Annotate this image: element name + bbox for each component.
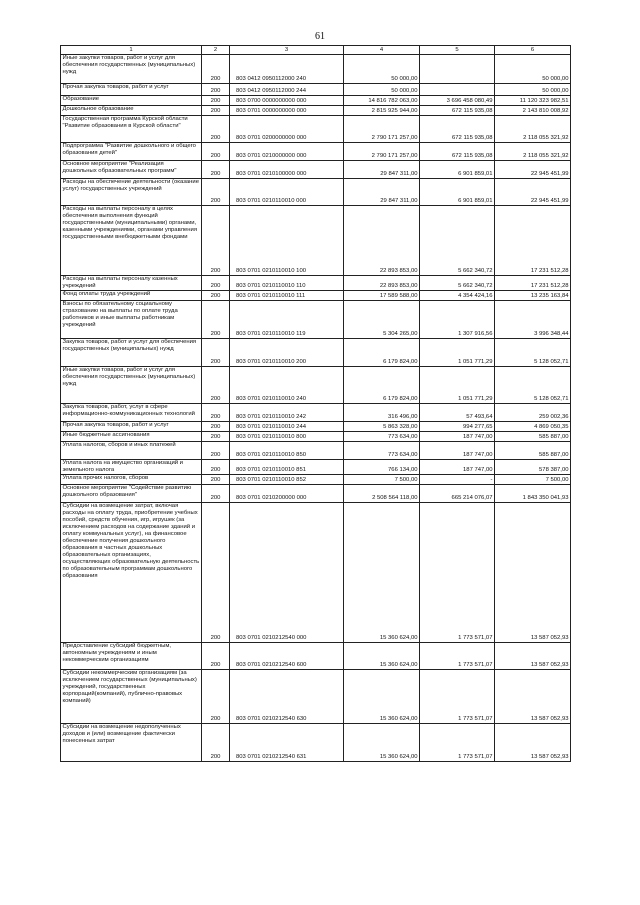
row-cell-c4: 15 360 624,00 [344,503,420,643]
row-cell-c5 [420,84,495,96]
row-cell-c6: 7 500,00 [495,475,571,485]
row-description: Фонд оплаты труда учреждений [61,291,202,301]
row-description: Субсидии на возмещение затрат, включая расходы на оплату труда, приобретение учебных пособий, средств обучения, игр, игрушек (за исключением расходов на содержание зданий и оплату коммунальных услуг), на финансовое обеспечение получения дошкольного образования в частных дошкольных образовательных организациях, осуществляющих образовательную деятельность по образовательным программам дошкольного образования [61,503,202,643]
row-cell-c6: 3 996 348,44 [495,301,571,339]
table-row [61,276,571,291]
row-cell-c5: 1 773 571,07 [420,503,495,643]
row-cell-c4: 22 893 853,00 [344,276,420,291]
row-cell-c6: 50 000,00 [495,84,571,96]
budget-code-cell: 803 0701 0210212540 630 [230,670,344,724]
table-row [61,404,571,422]
table-row [61,460,571,475]
budget-code-cell: 803 0412 0950112000 244 [230,84,344,96]
table-row [61,475,571,485]
column-header: 2 [202,46,230,55]
budget-code-cell: 803 0412 0950112000 240 [230,55,344,84]
row-cell-c6: 585 887,00 [495,442,571,460]
row-cell-c2: 200 [202,724,230,762]
row-cell-c4: 29 847 311,00 [344,179,420,206]
row-cell-c2: 200 [202,276,230,291]
budget-code-cell: 803 0701 0000000000 000 [230,106,344,116]
table-row [61,670,571,724]
row-description: Государственная программа Курской области "Развитие образования в Курской области" [61,116,202,143]
table-row [61,161,571,179]
row-description: Уплата прочих налогов, сборов [61,475,202,485]
table-header-row [61,46,571,55]
row-cell-c2: 200 [202,301,230,339]
row-cell-c4: 2 790 171 257,00 [344,116,420,143]
budget-code-cell: 803 0701 0210110010 200 [230,339,344,367]
row-cell-c2: 200 [202,84,230,96]
row-cell-c4: 316 496,00 [344,404,420,422]
table-row [61,301,571,339]
row-cell-c4: 2 815 925 944,00 [344,106,420,116]
row-description: Субсидии на возмещение недополученных доходов и (или) возмещение фактически понесенных затрат [61,724,202,762]
row-cell-c6: 1 843 350 041,93 [495,485,571,503]
table-row [61,724,571,762]
budget-code-cell: 803 0701 0210110010 800 [230,432,344,442]
table-row [61,442,571,460]
table-row [61,503,571,643]
row-cell-c2: 200 [202,116,230,143]
column-header: 6 [495,46,571,55]
row-cell-c6: 2 118 055 321,92 [495,116,571,143]
row-cell-c2: 200 [202,432,230,442]
row-cell-c6: 13 587 052,93 [495,643,571,670]
budget-code-cell: 803 0700 0000000000 000 [230,96,344,106]
row-description: Уплата налогов, сборов и иных платежей [61,442,202,460]
column-header: 3 [230,46,344,55]
table-row [61,206,571,276]
row-description: Уплата налога на имущество организаций и земельного налога [61,460,202,475]
budget-code-cell: 803 0701 0200000000 000 [230,116,344,143]
row-description: Основное мероприятие "Содействие развитию дошкольного образования" [61,485,202,503]
row-cell-c5: 1 051 771,29 [420,367,495,404]
budget-table [60,45,571,762]
row-cell-c4: 14 816 782 063,00 [344,96,420,106]
row-cell-c4: 15 360 624,00 [344,724,420,762]
row-cell-c2: 200 [202,55,230,84]
row-cell-c5: 187 747,00 [420,442,495,460]
table-row [61,432,571,442]
row-description: Субсидии некоммерческим организациям (за исключением государственных (муниципальных) учреждений, государственных корпораций(компаний), публично-правовых компаний) [61,670,202,724]
row-cell-c5: 1 773 571,07 [420,724,495,762]
row-cell-c4: 15 360 624,00 [344,643,420,670]
budget-code-cell: 803 0701 0210212540 631 [230,724,344,762]
budget-code-cell: 803 0701 0210110010 852 [230,475,344,485]
row-description: Закупка товаров, работ и услуг для обеспечения государственных (муниципальных) нужд [61,339,202,367]
row-description: Образование [61,96,202,106]
row-cell-c4: 17 589 588,00 [344,291,420,301]
row-description: Прочая закупка товаров, работ и услуг [61,422,202,432]
row-description: Иные закупки товаров, работ и услуг для обеспечения государственных (муниципальных) нужд [61,55,202,84]
row-cell-c2: 200 [202,206,230,276]
budget-code-cell: 803 0701 0210110010 000 [230,179,344,206]
table-row [61,116,571,143]
row-cell-c2: 200 [202,291,230,301]
row-cell-c2: 200 [202,422,230,432]
table-row [61,106,571,116]
row-cell-c4: 766 134,00 [344,460,420,475]
budget-code-cell: 803 0701 0210000000 000 [230,143,344,161]
row-cell-c4: 22 893 853,00 [344,206,420,276]
row-cell-c5: 187 747,00 [420,432,495,442]
row-cell-c4: 50 000,00 [344,84,420,96]
row-cell-c2: 200 [202,643,230,670]
row-cell-c5: 57 493,64 [420,404,495,422]
row-cell-c2: 200 [202,475,230,485]
row-description: Взносы по обязательному социальному страхованию на выплаты по оплате труда работников и иные выплаты работникам учреждений [61,301,202,339]
row-cell-c5: 672 115 935,08 [420,116,495,143]
row-cell-c6: 578 387,00 [495,460,571,475]
row-cell-c5: 3 696 458 080,49 [420,96,495,106]
budget-code-cell: 803 0701 0210212540 000 [230,503,344,643]
row-cell-c2: 200 [202,442,230,460]
row-description: Прочая закупка товаров, работ и услуг [61,84,202,96]
row-cell-c6: 2 118 055 321,92 [495,143,571,161]
row-cell-c6: 17 231 512,28 [495,276,571,291]
row-description: Иные закупки товаров, работ и услуг для обеспечения государственных (муниципальных) нужд [61,367,202,404]
row-cell-c4: 2 790 171 257,00 [344,143,420,161]
row-cell-c6: 17 231 512,28 [495,206,571,276]
budget-code-cell: 803 0701 0210110010 242 [230,404,344,422]
row-cell-c2: 200 [202,485,230,503]
row-description: Подпрограмма "Развитие дошкольного и общего образования детей" [61,143,202,161]
row-cell-c4: 2 508 564 118,00 [344,485,420,503]
row-cell-c5 [420,55,495,84]
table-row [61,422,571,432]
row-cell-c5: 994 277,65 [420,422,495,432]
row-cell-c6: 50 000,00 [495,55,571,84]
budget-code-cell: 803 0701 0210110010 119 [230,301,344,339]
row-cell-c5: 665 214 076,07 [420,485,495,503]
row-cell-c5: 1 773 571,07 [420,643,495,670]
row-cell-c5: 5 662 340,72 [420,206,495,276]
row-description: Закупка товаров, работ, услуг в сфере информационно-коммуникационных технологий [61,404,202,422]
row-cell-c4: 6 179 824,00 [344,367,420,404]
row-cell-c6: 13 235 163,84 [495,291,571,301]
row-cell-c2: 200 [202,404,230,422]
row-cell-c5: 672 115 935,08 [420,106,495,116]
row-description: Иные бюджетные ассигнования [61,432,202,442]
row-cell-c6: 5 128 052,71 [495,367,571,404]
table-row [61,55,571,84]
row-cell-c5: 6 901 859,01 [420,179,495,206]
budget-code-cell: 803 0701 0210110010 100 [230,206,344,276]
table-row [61,84,571,96]
row-cell-c4: 5 304 265,00 [344,301,420,339]
row-cell-c6: 259 002,36 [495,404,571,422]
row-cell-c2: 200 [202,161,230,179]
budget-code-cell: 803 0701 0210110010 111 [230,291,344,301]
table-row [61,367,571,404]
row-cell-c2: 200 [202,367,230,404]
page-number: 61 [315,31,325,42]
row-cell-c6: 22 945 451,99 [495,161,571,179]
row-cell-c4: 773 634,00 [344,432,420,442]
row-cell-c2: 200 [202,670,230,724]
row-cell-c6: 5 128 052,71 [495,339,571,367]
row-cell-c5: 1 307 916,56 [420,301,495,339]
row-cell-c5: 187 747,00 [420,460,495,475]
row-cell-c2: 200 [202,503,230,643]
budget-code-cell: 803 0701 0210200000 000 [230,485,344,503]
table-row [61,643,571,670]
budget-code-cell: 803 0701 0210110010 240 [230,367,344,404]
row-description: Предоставление субсидий бюджетным, автономным учреждениям и иным некоммерческим организациям [61,643,202,670]
table-row [61,143,571,161]
budget-code-cell: 803 0701 0210110010 110 [230,276,344,291]
budget-code-cell: 803 0701 0210110010 850 [230,442,344,460]
row-cell-c5: 4 354 424,16 [420,291,495,301]
table-row [61,291,571,301]
table-row [61,339,571,367]
budget-code-cell: 803 0701 0210110010 244 [230,422,344,432]
row-cell-c4: 29 847 311,00 [344,161,420,179]
row-cell-c2: 200 [202,96,230,106]
table-row [61,96,571,106]
row-cell-c4: 15 360 624,00 [344,670,420,724]
row-description: Расходы на выплаты персоналу казенных учреждений [61,276,202,291]
column-header: 4 [344,46,420,55]
row-cell-c6: 13 587 052,93 [495,670,571,724]
row-cell-c4: 7 500,00 [344,475,420,485]
row-cell-c5: 1 773 571,07 [420,670,495,724]
table-row [61,179,571,206]
table-row [61,485,571,503]
row-cell-c5: 672 115 935,08 [420,143,495,161]
row-cell-c4: 773 634,00 [344,442,420,460]
row-cell-c5: 1 051 771,29 [420,339,495,367]
row-description: Дошкольное образование [61,106,202,116]
budget-code-cell: 803 0701 0210110010 851 [230,460,344,475]
row-cell-c2: 200 [202,179,230,206]
row-cell-c6: 585 887,00 [495,432,571,442]
row-cell-c2: 200 [202,460,230,475]
row-description: Расходы на обеспечение деятельности (оказание услуг) государственных учреждений [61,179,202,206]
row-cell-c4: 5 863 328,00 [344,422,420,432]
row-cell-c2: 200 [202,339,230,367]
row-description: Основное мероприятие "Реализация дошкольных образовательных программ" [61,161,202,179]
row-cell-c6: 11 120 323 982,51 [495,96,571,106]
row-cell-c6: 4 869 050,35 [495,422,571,432]
row-cell-c5: - [420,475,495,485]
row-cell-c6: 13 587 052,93 [495,724,571,762]
row-cell-c4: 50 000,00 [344,55,420,84]
row-cell-c2: 200 [202,143,230,161]
column-header: 1 [61,46,202,55]
budget-code-cell: 803 0701 0210100000 000 [230,161,344,179]
row-cell-c5: 6 901 859,01 [420,161,495,179]
row-cell-c6: 22 945 451,99 [495,179,571,206]
row-cell-c6: 13 587 052,93 [495,503,571,643]
budget-code-cell: 803 0701 0210212540 600 [230,643,344,670]
row-cell-c2: 200 [202,106,230,116]
row-description: Расходы на выплаты персоналу в целях обеспечения выполнения функций государственными (муниципальными) органами, казенными учреждениями, органами управления государственными внебюджетными фондами [61,206,202,276]
column-header: 5 [420,46,495,55]
row-cell-c6: 2 143 810 008,92 [495,106,571,116]
row-cell-c5: 5 662 340,72 [420,276,495,291]
row-cell-c4: 6 179 824,00 [344,339,420,367]
